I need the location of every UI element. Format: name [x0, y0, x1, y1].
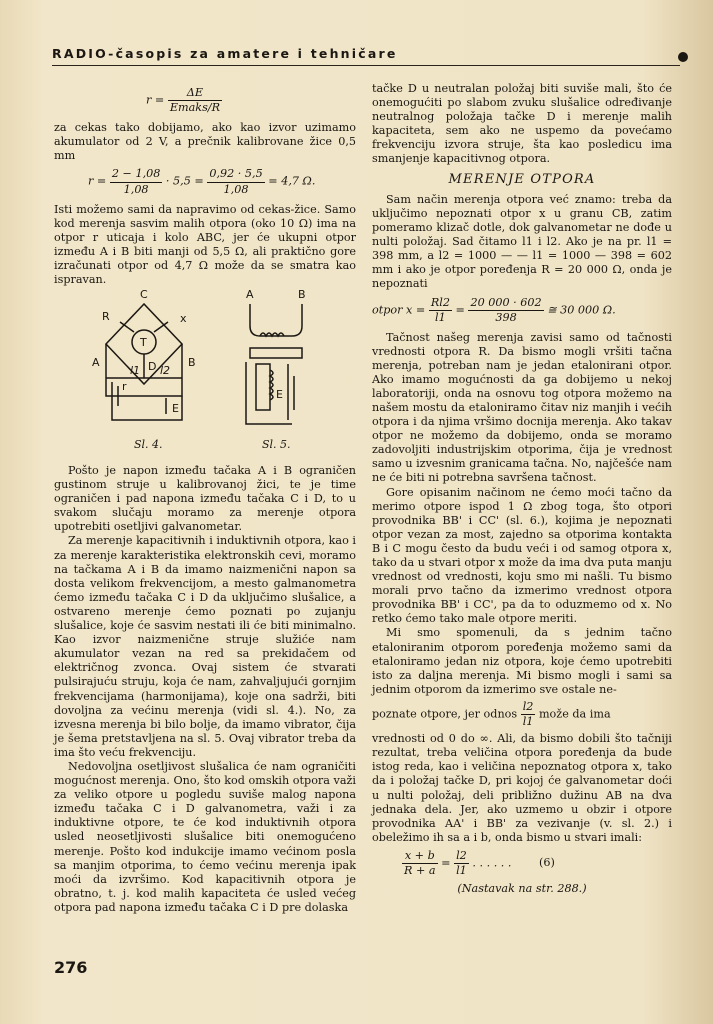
- formula2-mid: · 5,5 =: [165, 175, 204, 189]
- formula-x-lhs: otpor x =: [372, 303, 426, 317]
- formula2-fraction-2: [207, 167, 264, 196]
- ratio-line-pre: poznate otpore, jer odnos: [372, 707, 518, 721]
- formula2-num2: 0,92 · 5,5: [207, 167, 264, 182]
- formula-x-den2: 398: [495, 311, 517, 325]
- formula-x-num1: Rl2: [429, 296, 452, 311]
- page-number: 276: [54, 958, 88, 977]
- formula2-den1: 1,08: [123, 182, 149, 196]
- left-column: [54, 86, 356, 287]
- formula6-den1: R + a: [404, 863, 436, 877]
- formula-r-fraction: [168, 86, 222, 115]
- formula-x-den1: l1: [435, 311, 446, 325]
- formula2-num1: 2 − 1,08: [110, 167, 163, 182]
- formula-x-eq: =: [455, 303, 465, 317]
- header-title: RADIO-časopis za amatere i tehničare: [52, 46, 398, 61]
- right-paragraph-1: tačke D u neutralan položaj biti suviše mali, što će onemogućiti po slabom zvuku slušalice određivanje neutralnog položaja tačke D i merenje malih kapaciteta, sem ako ne uspemo da povećamo frekvenciju izvora struje, šta kao posledicu ima smanjenje kapacitivnog otpora.: [372, 82, 672, 166]
- formula-r-numerator: ΔE: [168, 86, 222, 101]
- right-paragraph-4: Gore opisanim načinom ne ćemo moći tačno da merimo otpore ispod 1 Ω zbog toga, što otpori provodnika BB' i CC' (sl. 6.), kojima je nepoznati otpor vezan za most, zajedno sa otporima kontakta B i C mogu često da budu veći i od samog otpora x, tako da u stvari otpor x može da ima dva puta manju vrednost od vrednosti, koju smo mi našli. Tu bismo morali prvo tačno da izmerimo vrednost otpora provodnika BB' i CC', pa da to oduzmemo od x. No retko ćemo tako male otpore meriti.: [372, 485, 672, 626]
- formula6-eq: =: [441, 856, 451, 870]
- right-column: [372, 82, 672, 896]
- formula6-dots: . . . . . .: [472, 856, 512, 870]
- formula-x-rhs: ≅ 30 000 Ω.: [547, 303, 616, 317]
- figure-5-vibrator-diagram: [232, 286, 322, 434]
- bullet-icon: [678, 52, 688, 62]
- formula6-num2: l2: [454, 849, 469, 864]
- formula6-num1: x + b: [402, 849, 438, 864]
- right-paragraph-3: Tačnost našeg merenja zavisi samo od tačnosti vrednosti otpora R. Da bismo mogli vršiti tačna merenja, potreban nam je jedan etalonirani otpor. Ako imamo mogućnosti da ga dobijemo u nekoj laboratoriji, onda na osnovu tog otpora možemo na našem mostu da etaloniramo čitav niz manjih i većih otpora i da njima vršimo docnija merenja. Ako takav otpor ne možemo da dobijemo, onda se moramo zadovoljiti industrijskim otporima, čija je vrednost samo u izvesnim granicama tačna. No, najčešće nam ne će biti ni potrebna savršena tačnost.: [372, 330, 672, 485]
- fig4-label-t: T: [140, 336, 147, 349]
- fig4-label-b: B: [188, 356, 196, 369]
- left-paragraph-3: Pošto je napon između tačaka A i B ograničen gustinom struje u kalibrovanoj žici, te je time ograničen i pad napona između tačaka C i D, to u svakom slučaju moramo za merenje otpora upotrebiti osetljivi galvanometar.: [54, 464, 356, 534]
- formula2-lhs: r =: [88, 175, 107, 189]
- formula-x: [372, 296, 672, 325]
- fig4-label-l2: l2: [160, 364, 171, 377]
- formula-r-denominator: Emaks/R: [169, 101, 221, 115]
- formula2-den2: 1,08: [223, 182, 249, 196]
- fig5-label-a: A: [246, 288, 254, 301]
- ratio-num: l2: [521, 700, 536, 715]
- formula6-fraction-1: [402, 849, 438, 878]
- formula6-number: (6): [539, 856, 555, 870]
- left-paragraph-1: za cekas tako dobijamo, ako kao izvor uzimamo akumulator od 2 V, a prečnik kalibrovane žice 0,5 mm: [54, 121, 356, 163]
- formula-r-value: [54, 167, 356, 196]
- formula-r-lhs: r =: [146, 93, 165, 107]
- formula-r: [54, 86, 356, 115]
- ratio-den: l1: [522, 715, 534, 729]
- right-paragraph-5a: Mi smo spomenuli, da s jednim tačno etaloniranim otporom poređenja možemo sami da etaloniramo jedan niz otpora, koje ćemo upotrebiti isto za daljna merenja. Mi bismo mogli i sami sa jednim otporom da izmerimo sve ostale ne-: [372, 626, 672, 696]
- fig4-label-c: C: [140, 288, 148, 301]
- right-paragraph-2: Sam način merenja otpora već znamo: treba da uključimo nepoznati otpor x u granu CB, zatim pomeramo klizač dotle, dok galvanometar ne dođe u nulti položaj. Sad čitamo l1 i l2. Ako je na pr. l1 = 398 mm, a l2 = 1000 — — l1 = 1000 — 398 = 602 mm i ako je otpor poređenja R = 20 000 Ω, onda je nepoznati: [372, 192, 672, 291]
- fig4-label-d: D: [148, 360, 157, 373]
- fig4-label-l1: l1: [130, 364, 141, 377]
- fig4-label-x: x: [180, 312, 187, 325]
- figure-4-bridge-diagram: [82, 286, 232, 434]
- ratio-fraction: [521, 700, 536, 729]
- fig4-label-e: E: [172, 402, 179, 415]
- left-paragraph-5: Nedovoljna osetljivost slušalica će nam ograničiti mogućnost merenja. Ono, što kod omskih otpora važi za veliko otpore u pogledu suviše malog napona između tačaka C i D galvanometra, važi i za induktivne otpore, te će kod induktivnih otpora usled neosetljivosti slušalice biti onemogućeno merenje. Pošto kod indukcije imamo većinom posla sa manjim otporima, to ćemo većinu merenja ipak moći da izvršimo. Kod kapacitivnih otpora je obratno, t. j. kod malih kapaciteta će usled većeg otpora pad napona između tačaka C i D pre dolaska: [54, 759, 356, 914]
- formula-6: [372, 849, 672, 878]
- fig4-label-r-upper: R: [102, 310, 110, 323]
- right-paragraph-6: vrednosti od 0 do ∞. Ali, da bismo dobili što tačniji rezultat, treba veličina otpora poređenja da bude istog reda, kao i veličina nepoznatog otpora x, tako da i položaj tačke D, pri kojoj će galvanometar doći u nulti položaj, deli približno dužinu AB na dva jednaka dela. Jer, ako uzmemo u obzir i otpore provodnika AA' i BB' za vezivanje (v. sl. 2.) i obeležimo ih sa a i b, onda bismo u stvari imali:: [372, 732, 672, 844]
- left-column-lower: [54, 464, 356, 915]
- fig4-label-a: A: [92, 356, 100, 369]
- formula6-den2: l1: [456, 863, 467, 877]
- fig4-label-r-lower: r: [122, 380, 127, 393]
- left-paragraph-2: Isti možemo sami da napravimo od cekas-žice. Samo kod merenja sasvim malih otpora (oko 10 Ω) ima na otpor r uticaja i kolo ABC, jer će ukupni otpor između A i B biti manji od 5,5 Ω, ali praktično gore izračunati otpor od 4,7 Ω može da se smatra kao ispravan.: [54, 202, 356, 287]
- left-paragraph-4: Za merenje kapacitivnih i induktivnih otpora, kao i za merenje karakteristika elektronskih cevi, moramo na tačkama A i B da imamo naizmenični napon sa dosta velikom frekvencijom, a mesto galmanometra ćemo između tačaka C i D da uključimo slušalice, a ostvareno merenje ćemo poznati po zujanju slušalice, koje će sasvim nestati ili će biti minimalno. Kao izvor naizmenične struje služiće nam akumulator vezan na red sa prekidačem od električnog zvonca. Ovaj sistem će stvarati pulsirajuću struju, koja će nam, zahvaljujući gornjim frekvencijama (harmonijama), koje ona sadrži, biti dovoljna za većinu merenja (vidi sl. 4.). No, za izvesna merenja bi bilo bolje, da imamo vibrator, čija je šema pretstavljena na sl. 5. Ovaj vibrator treba da ima što veću frekvenciju.: [54, 534, 356, 759]
- fig5-label-e: E: [276, 388, 283, 401]
- continuation-note: (Nastavak na str. 288.): [457, 882, 587, 896]
- ratio-line-post: može da ima: [538, 707, 611, 721]
- formula2-rhs: = 4,7 Ω.: [268, 175, 316, 189]
- section-heading: MERENJE OTPORA: [448, 171, 596, 187]
- formula-x-fraction-2: [468, 296, 543, 325]
- figure-4-caption: Sl. 4.: [134, 438, 163, 451]
- formula2-fraction-1: [110, 167, 163, 196]
- formula6-fraction-2: [454, 849, 469, 878]
- figure-5-caption: Sl. 5.: [262, 438, 291, 451]
- ratio-line: [372, 700, 672, 729]
- running-header: [52, 46, 680, 66]
- fig5-label-b: B: [298, 288, 306, 301]
- formula-x-fraction-1: [429, 296, 452, 325]
- formula-x-num2: 20 000 · 602: [468, 296, 543, 311]
